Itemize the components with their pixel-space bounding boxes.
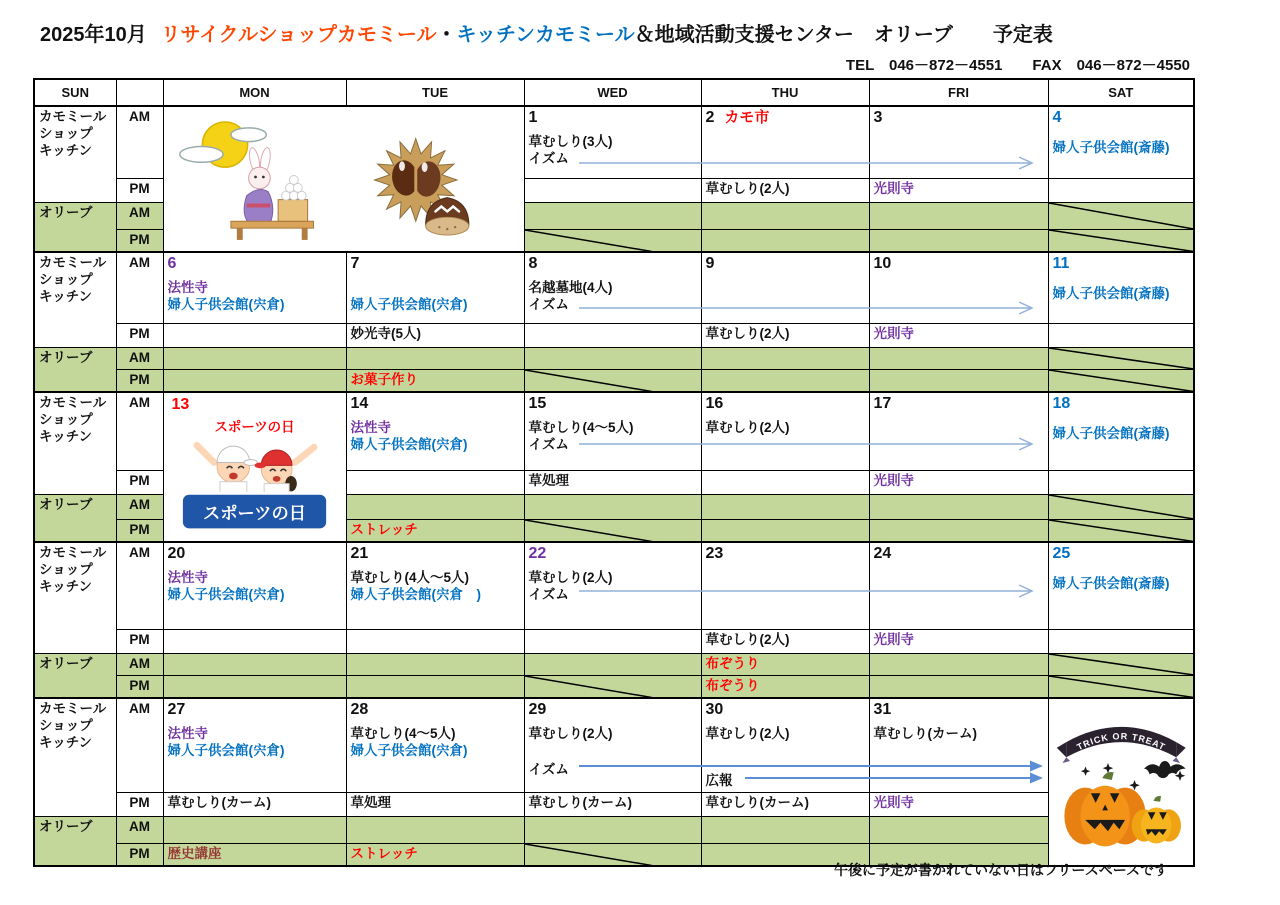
- olive-cell: [701, 347, 869, 369]
- col-header-mon: MON: [163, 79, 346, 106]
- row-label-kamomiru: カモミール ショップ キッチン: [34, 392, 116, 494]
- olive-cell: [524, 347, 701, 369]
- event-text: 草むしり(4～5人): [528, 420, 634, 435]
- olive-cell: [869, 347, 1048, 369]
- day-number: 15: [528, 395, 547, 412]
- event-text: 婦人子供会館(斎藤): [1052, 426, 1170, 441]
- event-text: 草むしり(2人): [705, 325, 790, 341]
- event-text: 草むしり(カーム): [873, 726, 977, 741]
- day-cell-oct4-pm: [1048, 178, 1194, 202]
- day-cell-oct25-pm: [1048, 629, 1194, 653]
- row-label-kamomiru: カモミール ショップ キッチン: [34, 252, 116, 347]
- closed-diagonal: [1049, 676, 1194, 698]
- day-cell-oct1-pm: [524, 178, 701, 202]
- olive-cell: [701, 519, 869, 542]
- day-cell-oct9-am: [701, 252, 869, 323]
- day-cell-oct6-pm: [163, 323, 346, 347]
- am-label: AM: [116, 392, 163, 470]
- olive-cell: [346, 653, 524, 675]
- day-number: 2: [705, 109, 715, 126]
- event-text: イズム: [528, 437, 569, 452]
- am-label: AM: [116, 494, 163, 519]
- col-header-blank: [116, 79, 163, 106]
- event-text: 光則寺: [873, 180, 914, 196]
- am-label: AM: [116, 347, 163, 369]
- olive-cell-closed: [1048, 494, 1194, 519]
- event-text: 草むしり(2人): [528, 570, 613, 585]
- day-cell-oct10-am: [869, 252, 1048, 323]
- closed-diagonal: [1049, 654, 1194, 675]
- day-cell-oct18-am: [1048, 392, 1194, 470]
- event-text: イズム: [528, 761, 569, 777]
- col-header-wed: WED: [524, 79, 701, 106]
- day-cell-oct24-am: [869, 542, 1048, 629]
- day-number: 30: [705, 701, 724, 718]
- event-text: 婦人子供会館(宍倉): [350, 437, 468, 452]
- event-text: 婦人子供会館(宍倉): [350, 743, 468, 758]
- title-shop-name: リサイクルショップカモミール: [160, 24, 437, 46]
- trick-or-treat-banner: [1056, 727, 1185, 763]
- closed-diagonal: [525, 676, 701, 698]
- olive-cell-closed: [1048, 653, 1194, 675]
- olive-cell-closed: [1048, 347, 1194, 369]
- day-cell-oct20-am: [163, 542, 346, 629]
- tsukimi-chestnut-illustration-cell: [163, 106, 524, 252]
- day-cell-oct3-am: [869, 106, 1048, 178]
- event-text: イズム: [528, 297, 569, 312]
- contact-info: TEL 046－872－4551 FAX 046－872－4550: [845, 57, 1190, 74]
- day-cell-oct8-am: [524, 252, 701, 323]
- day-number: 20: [167, 545, 186, 562]
- olive-cell: [163, 816, 346, 843]
- closed-diagonal: [1049, 520, 1194, 542]
- olive-cell: [163, 675, 346, 698]
- olive-cell: [163, 369, 346, 392]
- day-cell-oct9-pm: [701, 323, 869, 347]
- event-text: 婦人子供会館(宍倉): [167, 297, 285, 312]
- day-cell-oct7-pm: [346, 323, 524, 347]
- day-cell-oct25-am: [1048, 542, 1194, 629]
- row-label-olive: オリーブ: [34, 202, 116, 252]
- olive-cell: [524, 816, 701, 843]
- event-text: 歴史講座: [167, 845, 222, 861]
- day-cell-oct11-pm: [1048, 323, 1194, 347]
- event-text: 光則寺: [873, 794, 914, 810]
- olive-cell-closed: [524, 229, 701, 252]
- day-cell-oct15-am: [524, 392, 701, 470]
- pm-label: PM: [116, 843, 163, 866]
- closed-diagonal: [525, 230, 701, 252]
- event-text: 名越墓地(4人): [528, 280, 613, 295]
- pm-label: PM: [116, 323, 163, 347]
- cloud-icon: [230, 128, 265, 142]
- col-header-sat: SAT: [1048, 79, 1194, 106]
- olive-cell-closed: [1048, 675, 1194, 698]
- event-text: 法性寺: [350, 420, 391, 435]
- day-cell-oct10-pm: [869, 323, 1048, 347]
- event-text: 草むしり(カーム): [528, 794, 632, 810]
- day-cell-oct30-am: [701, 698, 869, 792]
- olive-cell: [346, 347, 524, 369]
- olive-cell: [869, 653, 1048, 675]
- day-number: 22: [528, 545, 547, 562]
- event-text: イズム: [528, 587, 569, 602]
- event-text: 布ぞうり: [705, 655, 760, 671]
- olive-cell: [869, 494, 1048, 519]
- day-number: 7: [350, 255, 360, 272]
- day-cell-oct14-pm: [346, 470, 524, 494]
- event-text: 草むしり(2人): [528, 726, 613, 741]
- day-cell-oct21-pm: [346, 629, 524, 653]
- olive-cell: [869, 519, 1048, 542]
- olive-cell-closed: [524, 675, 701, 698]
- event-text: 草むしり(4人～5人): [350, 570, 470, 585]
- day-number: 23: [705, 545, 724, 562]
- cloud-icon: [179, 147, 222, 163]
- col-header-fri: FRI: [869, 79, 1048, 106]
- row-label-olive: オリーブ: [34, 653, 116, 698]
- sports-day-illustration-cell: [163, 392, 346, 542]
- closed-diagonal: [1049, 203, 1194, 229]
- row-label-olive: オリーブ: [34, 816, 116, 866]
- row-label-olive: オリーブ: [34, 494, 116, 542]
- day-cell-oct31-pm: [869, 792, 1048, 816]
- calendar-wrap: [33, 78, 1193, 867]
- event-text: カモ市: [724, 109, 770, 126]
- event-text: 草むしり(3人): [528, 134, 613, 149]
- day-number: 29: [528, 701, 547, 718]
- am-label: AM: [116, 252, 163, 323]
- title-dot: ・: [436, 24, 457, 46]
- olive-cell: [869, 816, 1048, 843]
- closed-diagonal: [1049, 230, 1194, 252]
- day-cell-oct28-am: [346, 698, 524, 792]
- event-text: 婦人子供会館(宍倉): [167, 743, 285, 758]
- day-cell-oct22-am: [524, 542, 701, 629]
- event-text: 法性寺: [167, 570, 208, 585]
- day-cell-oct18-pm: [1048, 470, 1194, 494]
- am-label: AM: [116, 202, 163, 229]
- tsukimi-chestnut-illustration: [168, 108, 520, 246]
- day-cell-oct29-pm: [524, 792, 701, 816]
- day-cell-oct20-pm: [163, 629, 346, 653]
- olive-cell: [346, 519, 524, 542]
- day-number: 24: [873, 545, 892, 562]
- event-text: 妙光寺(5人): [350, 325, 421, 341]
- am-label: AM: [116, 653, 163, 675]
- olive-cell: [869, 202, 1048, 229]
- day-cell-oct3-pm: [869, 178, 1048, 202]
- day-cell-oct30-pm: [701, 792, 869, 816]
- pm-label: PM: [116, 369, 163, 392]
- olive-cell: [701, 202, 869, 229]
- col-header-sun: SUN: [34, 79, 116, 106]
- olive-cell: [701, 675, 869, 698]
- pm-label: PM: [116, 519, 163, 542]
- pm-label: PM: [116, 470, 163, 494]
- event-text: 婦人子供会館(宍倉): [350, 297, 468, 312]
- day-cell-oct11-am: [1048, 252, 1194, 323]
- day-cell-oct23-am: [701, 542, 869, 629]
- olive-cell: [701, 816, 869, 843]
- title-month: 2025年10月: [40, 24, 147, 46]
- pm-label: PM: [116, 178, 163, 202]
- am-label: AM: [116, 816, 163, 843]
- day-number: 17: [873, 395, 892, 412]
- day-number: 13: [171, 396, 190, 413]
- closed-diagonal: [1049, 348, 1194, 369]
- olive-cell: [346, 675, 524, 698]
- olive-cell: [701, 229, 869, 252]
- event-text: 婦人子供会館(斎藤): [1052, 286, 1170, 301]
- olive-cell-closed: [1048, 229, 1194, 252]
- olive-cell-closed: [524, 369, 701, 392]
- day-cell-oct7-am: [346, 252, 524, 323]
- pm-label: PM: [116, 629, 163, 653]
- day-number: 11: [1052, 255, 1070, 272]
- col-header-thu: THU: [701, 79, 869, 106]
- day-number: 31: [873, 701, 892, 718]
- day-number: 16: [705, 395, 724, 412]
- olive-cell: [346, 494, 524, 519]
- day-number: 8: [528, 255, 538, 272]
- olive-cell: [524, 653, 701, 675]
- olive-cell-closed: [1048, 519, 1194, 542]
- event-text: 草むしり(カーム): [705, 794, 809, 810]
- olive-cell: [701, 494, 869, 519]
- footer-note: 午後に予定が書かれていない日はフリースペースです: [833, 862, 1168, 878]
- olive-cell: [701, 369, 869, 392]
- day-number: 27: [167, 701, 186, 718]
- dango-icon: [278, 176, 307, 222]
- closed-diagonal: [1049, 495, 1194, 519]
- event-text: 布ぞうり: [705, 677, 760, 693]
- day-number: 25: [1052, 545, 1071, 562]
- event-text: 草むしり(カーム): [167, 794, 271, 810]
- pm-label: PM: [116, 792, 163, 816]
- children-icon: [196, 445, 313, 499]
- event-text: 婦人子供会館(宍倉 ): [350, 587, 481, 602]
- row-label-kamomiru: カモミール ショップ キッチン: [34, 106, 116, 202]
- day-number: 14: [350, 395, 369, 412]
- title-suffix: ＆地域活動支援センター オリーブ 予定表: [634, 24, 1053, 46]
- bench-icon: [230, 221, 313, 240]
- title-kitchen-name: キッチンカモミール: [456, 24, 635, 46]
- closed-diagonal: [525, 370, 701, 392]
- event-text: 草むしり(2人): [705, 631, 790, 647]
- event-text: ストレッチ: [350, 521, 418, 537]
- day-number: 21: [350, 545, 369, 562]
- row-label-olive: オリーブ: [34, 347, 116, 392]
- day-cell-oct21-am: [346, 542, 524, 629]
- olive-cell: [869, 229, 1048, 252]
- day-number: 10: [873, 255, 892, 272]
- event-text: 草むしり(2人): [705, 726, 790, 741]
- day-cell-oct27-am: [163, 698, 346, 792]
- day-cell-oct6-am: [163, 252, 346, 323]
- col-header-tue: TUE: [346, 79, 524, 106]
- day-cell-oct14-am: [346, 392, 524, 470]
- day-number: 4: [1052, 109, 1062, 126]
- banner-text: TRICK OR TREAT: [1074, 731, 1167, 753]
- day-number: 28: [350, 701, 369, 718]
- day-cell-oct2-am: [701, 106, 869, 178]
- day-number: 18: [1052, 395, 1071, 412]
- olive-cell: [163, 653, 346, 675]
- event-text: 広報: [705, 772, 733, 788]
- olive-cell-closed: [524, 519, 701, 542]
- olive-cell: [701, 653, 869, 675]
- day-cell-oct23-pm: [701, 629, 869, 653]
- halloween-illustration-cell: [1048, 698, 1194, 866]
- day-cell-oct17-pm: [869, 470, 1048, 494]
- event-text: 婦人子供会館(宍倉): [167, 587, 285, 602]
- header-row: [34, 79, 1194, 106]
- day-cell-oct4-am: [1048, 106, 1194, 178]
- page-title: [40, 18, 1053, 47]
- event-text: 婦人子供会館(斎藤): [1052, 576, 1170, 591]
- olive-cell: [524, 494, 701, 519]
- day-number: 9: [705, 255, 715, 272]
- event-text: お菓子作り: [350, 371, 418, 387]
- event-text: 光則寺: [873, 472, 914, 488]
- event-text: 光則寺: [873, 325, 914, 341]
- day-number: 3: [873, 109, 883, 126]
- day-cell-oct28-pm: [346, 792, 524, 816]
- rabbit-icon: [244, 147, 273, 223]
- event-text: 草むしり(4～5人): [350, 726, 456, 741]
- am-label: AM: [116, 542, 163, 629]
- olive-cell: [869, 369, 1048, 392]
- event-text: 法性寺: [167, 280, 208, 295]
- olive-cell: [346, 816, 524, 843]
- event-text: 法性寺: [167, 726, 208, 741]
- sports-day-sign-text: スポーツの日: [202, 503, 306, 524]
- day-cell-oct27-pm: [163, 792, 346, 816]
- day-cell-oct16-am: [701, 392, 869, 470]
- closed-diagonal: [1049, 370, 1194, 392]
- event-text: ストレッチ: [350, 845, 418, 861]
- day-cell-oct15-pm: [524, 470, 701, 494]
- sports-day-illustration: [168, 414, 342, 536]
- day-cell-oct24-pm: [869, 629, 1048, 653]
- olive-cell: [163, 347, 346, 369]
- day-number: 1: [528, 109, 538, 126]
- event-text: 草むしり(2人): [705, 420, 790, 435]
- day-cell-oct16-pm: [701, 470, 869, 494]
- calendar-table: [33, 78, 1195, 867]
- olive-cell-closed: [1048, 202, 1194, 229]
- olive-cell-closed: [1048, 369, 1194, 392]
- day-cell-oct31-am: [869, 698, 1048, 792]
- day-cell-oct22-pm: [524, 629, 701, 653]
- day-cell-oct1-am: [524, 106, 701, 178]
- event-text: イズム: [528, 151, 569, 166]
- row-label-kamomiru: カモミール ショップ キッチン: [34, 542, 116, 653]
- event-text: 草むしり(2人): [705, 180, 790, 196]
- am-label: AM: [116, 106, 163, 178]
- day-cell-oct29-am: [524, 698, 701, 792]
- day-number: 6: [167, 255, 177, 272]
- event-text: 草処理: [350, 794, 391, 810]
- olive-cell: [346, 369, 524, 392]
- day-cell-oct2-pm: [701, 178, 869, 202]
- olive-cell: [869, 675, 1048, 698]
- sports-day-caption: スポーツの日: [213, 419, 295, 435]
- day-cell-oct8-pm: [524, 323, 701, 347]
- halloween-illustration: [1053, 700, 1190, 860]
- sports-day-sign: [181, 493, 327, 530]
- am-label: AM: [116, 698, 163, 792]
- event-text: 婦人子供会館(斎藤): [1052, 140, 1170, 155]
- event-text: 草処理: [528, 472, 569, 488]
- row-label-kamomiru: カモミール ショップ キッチン: [34, 698, 116, 816]
- day-cell-oct17-am: [869, 392, 1048, 470]
- closed-diagonal: [525, 520, 701, 542]
- pm-label: PM: [116, 675, 163, 698]
- event-text: 光則寺: [873, 631, 914, 647]
- olive-cell: [524, 202, 701, 229]
- pm-label: PM: [116, 229, 163, 252]
